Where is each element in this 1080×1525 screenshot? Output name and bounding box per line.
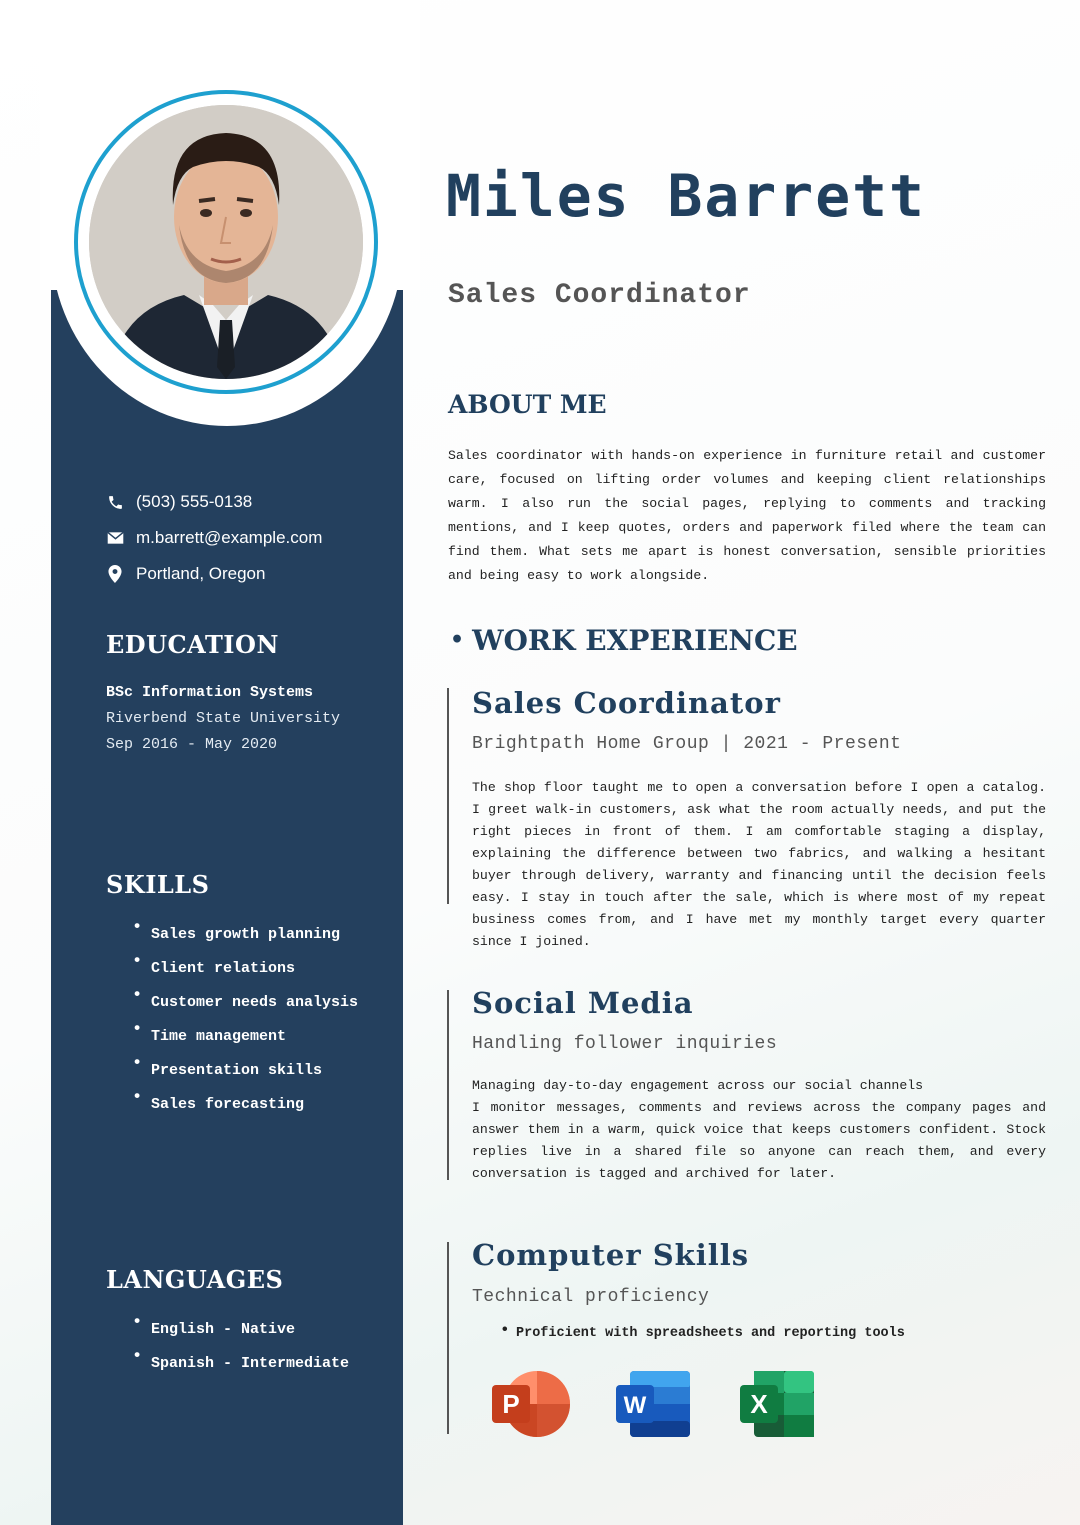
entry-body (472, 1075, 1046, 1185)
powerpoint-icon (490, 1369, 570, 1439)
skills-list (130, 918, 358, 1122)
word-icon (614, 1369, 694, 1439)
entry-subtitle: Technical proficiency (472, 1287, 710, 1307)
entry-text: The shop floor taught me to open a conversation before I open a catalog. I greet walk-in customers, ask what the room actually needs, and put the right pieces in front of them. I am comfortable staging a display, explaining the difference between two fabrics, and walking a hesitant buyer through delivery, warranty and financing until the decision feels easy. I stay in touch after the sale, which is where most of my repeat business comes from, and I have met my monthly target every quarter since I joined. (472, 780, 1046, 949)
svg-text:P: P (502, 1389, 520, 1419)
list-item: • Spanish - Intermediate (130, 1347, 349, 1381)
computer-skill-item (500, 1321, 905, 1341)
entry-title: Sales Coordinator (472, 686, 781, 720)
contact-location (106, 556, 322, 592)
email-text: m.barrett@example.com (136, 528, 323, 547)
list-item: • Customer needs analysis (130, 986, 358, 1020)
skills-heading: SKILLS (106, 870, 210, 899)
timeline-bar (447, 990, 449, 1180)
bullet-dot: • (500, 1321, 510, 1339)
list-item: • Sales forecasting (130, 1088, 358, 1122)
mail-icon (106, 529, 124, 547)
svg-text:W: W (623, 1392, 647, 1419)
candidate-role: Sales Coordinator (448, 280, 751, 311)
entry-lead: Managing day-to-day engagement across our social channels (472, 1078, 924, 1093)
education-school: Riverbend State University (106, 710, 341, 727)
phone-text: (503) 555-0138 (136, 492, 253, 511)
profile-photo (89, 105, 363, 379)
list-item: • English - Native (130, 1313, 349, 1347)
contact-email[interactable] (106, 520, 322, 556)
entry-title: Computer Skills (472, 1238, 750, 1272)
work-heading (450, 624, 798, 657)
education-heading: EDUCATION (106, 630, 279, 659)
list-item: • Presentation skills (130, 1054, 358, 1088)
entry-title: Social Media (472, 986, 694, 1020)
bullet-dot: • (450, 627, 465, 653)
about-text: Sales coordinator with hands-on experience in furniture retail and customer care, focused on lifting order volumes and keeping client relationships warm. I also run the social pages, replying to comments and tracking mentions, and I keep quotes, orders and paperwork filed where the team can find them. What sets me apart is honest conversation, sensible priorities and being easy to work alongside. (448, 448, 1046, 583)
contact-block (106, 484, 322, 592)
work-heading-text: WORK EXPERIENCE (472, 624, 798, 657)
about-heading: ABOUT ME (448, 390, 607, 419)
education-dates: Sep 2016 - May 2020 (106, 736, 278, 753)
location-text: Portland, Oregon (136, 564, 266, 583)
phone-icon (106, 493, 124, 511)
education-block (106, 680, 340, 758)
entry-subtitle: Brightpath Home Group | 2021 - Present (472, 734, 902, 754)
list-item: • Time management (130, 1020, 358, 1054)
computer-skill-text: Proficient with spreadsheets and reporting tools (516, 1326, 905, 1341)
candidate-name: Miles Barrett (446, 162, 926, 230)
languages-heading: LANGUAGES (106, 1265, 284, 1294)
entry-text: I monitor messages, comments and reviews across the company pages and answer them in a warm, quick voice that keeps customers confident. Stock replies live in a shared file so anyone can reach them, and every conversation is tagged and archived for later. (472, 1100, 1046, 1181)
location-pin-icon (106, 565, 124, 583)
svg-text:X: X (750, 1389, 768, 1419)
contact-phone[interactable] (106, 484, 322, 520)
list-item: • Sales growth planning (130, 918, 358, 952)
excel-icon (738, 1369, 818, 1439)
entry-subtitle: Handling follower inquiries (472, 1034, 778, 1054)
languages-list (130, 1313, 349, 1381)
list-item: • Client relations (130, 952, 358, 986)
education-degree: BSc Information Systems (106, 684, 314, 701)
timeline-bar (447, 688, 449, 904)
timeline-bar (447, 1242, 449, 1434)
